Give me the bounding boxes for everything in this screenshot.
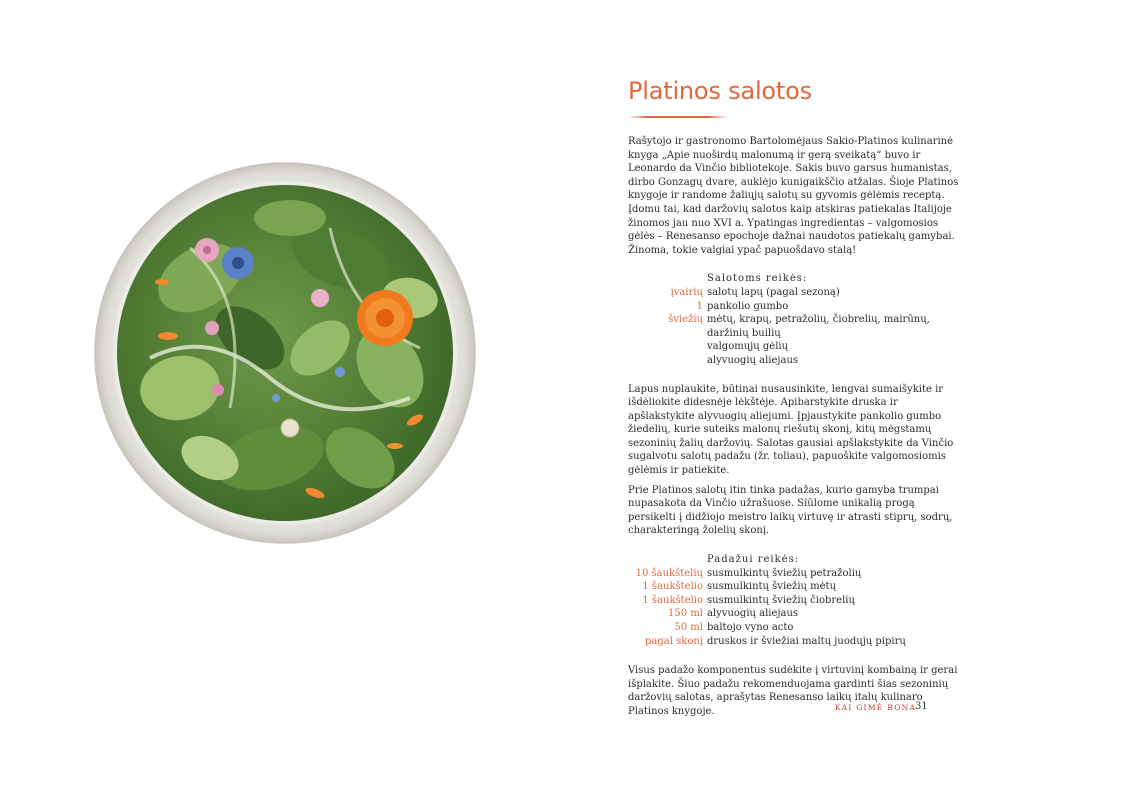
pink-flower-icon [195, 238, 219, 262]
ingredient-name: pankolio gumbo [707, 300, 789, 312]
ingredient-qty [628, 354, 707, 368]
ingredient-name: susmulkintų šviežių mėtų [707, 581, 837, 593]
ingredient-qty: 1 [696, 300, 703, 312]
ingredient-qty [628, 340, 707, 354]
ingredient-row [628, 580, 963, 594]
ingredient-name: alyvuogių aliejaus [707, 354, 799, 366]
sauce-intro-paragraph: Prie Platinos salotų itin tinka padažas, kurio gamyba trumpai nupasakota da Vinčio užrašuose. Siūlome unikalią progą persikelti į didžiojo meistro laikų virtuvę ir atrasti stiprų, sodrų, charakteringą žolelių skonį. [628, 484, 953, 537]
ingredient-qty: 10 šaukštelių [635, 567, 703, 579]
salad-plate-illustration [90, 158, 480, 548]
ingredient-row [628, 286, 963, 300]
ingredient-qty: šviežių [668, 314, 703, 326]
ingredient-name: valgomųjų gėlių [707, 341, 789, 353]
ingredient-row [628, 607, 963, 621]
ingredient-row [628, 340, 963, 354]
ingredient-name: susmulkintų šviežių čiobrelių [707, 594, 855, 606]
ingredient-name: alyvuogių aliejaus [707, 608, 799, 620]
salad-ingredients-heading: Salotoms reikės: [707, 273, 808, 285]
ingredient-row [628, 313, 963, 340]
ingredient-name: druskos ir šviežiai maltų juodųjų pipirų [707, 635, 906, 647]
intro-paragraph: Rašytojo ir gastronomo Bartolomėjaus Sakio-Platinos kulinarinė knyga „Apie nuoširdų malonumą ir gerą sveikatą“ buvo ir Leonardo da Vinčio bibliotekoje. Sakis buvo garsus humanistas, dirbo Gonzagų dvare, auklėjo kunigaikščio atžalas. Šioje Platinos knygoje ir randome žaliųjų salotų su gyvomis gėlėmis receptą. Įdomu tai, kad daržovių salotos kaip atskiras patiekalas Italijoje žinomos jau nuo XVI a. Ypatingas ingredientas – valgomosios gėlės – Renesanso epochoje dažnai naudotos patiekalų gamybai. Žinoma, tokie valgiai ypač papuošdavo stalą! [628, 136, 959, 256]
sauce-ingredients-heading: Padažui reikės: [707, 554, 800, 566]
recipe-title: Platinos salotos [628, 77, 812, 105]
running-head: KAI GIMĖ BONA [835, 703, 917, 712]
ingredient-row [628, 621, 963, 635]
title-divider [628, 116, 728, 118]
ingredient-qty: 1 šaukštelio [642, 581, 703, 593]
fennel-slice-icon [281, 419, 299, 437]
ingredient-row [628, 300, 963, 314]
ingredient-name: baltojo vyno acto [707, 622, 794, 633]
salad-ingredients [628, 272, 963, 367]
ingredient-name: salotų lapų (pagal sezoną) [707, 286, 840, 298]
ingredient-row [628, 635, 963, 649]
ingredient-name: mėtų, krapų, petražolių, čiobrelių, mairūnų, daržinių builių [707, 314, 930, 339]
ingredient-row [628, 567, 963, 581]
ingredient-name: susmulkintų šviežių petražolių [707, 567, 862, 579]
sauce-ingredients [628, 553, 963, 648]
page-number: 31 [915, 701, 928, 712]
salad-leaves [117, 185, 453, 521]
salad-plate-svg [90, 158, 480, 548]
method-paragraph: Lapus nuplaukite, būtinai nusausinkite, lengvai sumaišykite ir išdėliokite didesnėje lėkštėje. Apibarstykite druska ir apšlakstykite alyvuogių aliejumi. Įpjaustykite pankolio gumbo žiedelių, kurie suteiks malonų riešutų skonį, kitų mėgstamų sezoninių žalių daržovių. Salotas gausiai apšlakstykite da Vinčio sugalvotu salotų padažu (žr. toliau), papuoškite valgomosiomis gėlėmis ir patiekite. [628, 383, 954, 477]
recipe-column [628, 70, 963, 719]
ingredient-qty: pagal skonį [645, 635, 703, 647]
ingredient-qty: 1 šaukštelio [642, 594, 703, 606]
cornflower-icon [222, 247, 254, 279]
ingredient-row [628, 354, 963, 368]
sauce-method-paragraph: Visus padažo komponentus sudėkite į virtuvinį kombainą ir gerai išplakite. Šiuo padažu rekomenduojama gardinti šias sezoninių daržovių salotas, aprašytas Renesanso laikų italų kulinaro Platinos knygoje. [628, 665, 958, 717]
calendula-flower-icon [357, 290, 413, 346]
ingredient-row [628, 594, 963, 608]
ingredient-qty: įvairių [670, 286, 703, 298]
ingredient-qty: 50 ml [674, 622, 703, 633]
ingredient-qty: 150 ml [668, 608, 703, 620]
